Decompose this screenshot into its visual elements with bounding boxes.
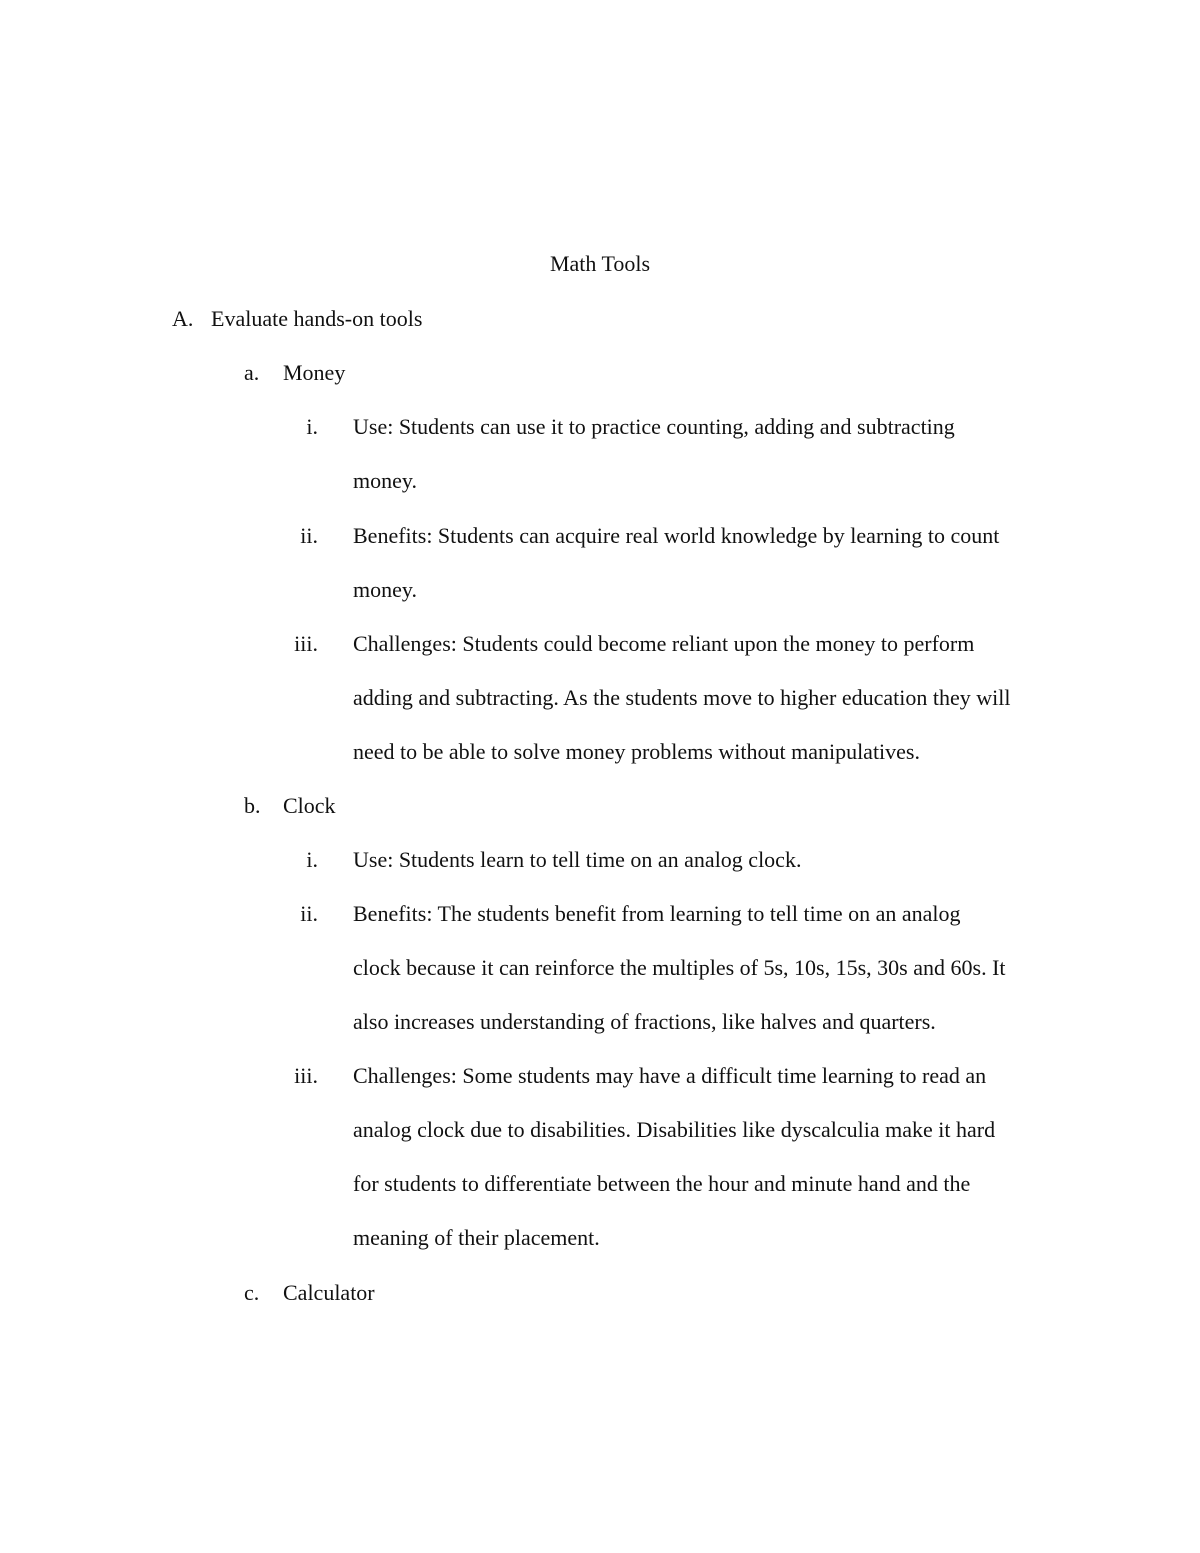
point-marker: i. [306, 847, 318, 872]
subsection-marker: c. [244, 1280, 260, 1305]
subsection-heading-money: Money [283, 360, 346, 385]
page-title: Math Tools [549, 251, 651, 276]
point-marker: iii. [294, 631, 318, 656]
point-line: Use: Students learn to tell time on an analog clock. [353, 847, 802, 872]
subsection-marker: b. [244, 793, 261, 818]
point-line: money. [353, 577, 417, 602]
point-line: money. [353, 468, 417, 493]
point-line: Challenges: Some students may have a difficult time learning to read an [353, 1063, 987, 1088]
subsection-heading-calculator: Calculator [283, 1280, 375, 1305]
subsection-heading-clock: Clock [283, 793, 336, 818]
section-marker: A. [172, 306, 194, 331]
point-line: meaning of their placement. [353, 1225, 600, 1250]
point-line: Challenges: Students could become reliant upon the money to perform [353, 631, 975, 656]
point-line: Benefits: The students benefit from learning to tell time on an analog [353, 901, 961, 926]
point-marker: ii. [300, 523, 318, 548]
point-line: clock because it can reinforce the multiples of 5s, 10s, 15s, 30s and 60s. It [353, 955, 1006, 980]
point-line: Use: Students can use it to practice counting, adding and subtracting [353, 414, 955, 439]
point-line: analog clock due to disabilities. Disabilities like dyscalculia make it hard [353, 1117, 996, 1142]
subsection-marker: a. [244, 360, 260, 385]
point-line: need to be able to solve money problems without manipulatives. [353, 739, 920, 764]
section-heading: Evaluate hands-on tools [211, 306, 423, 331]
point-line: for students to differentiate between the hour and minute hand and the [353, 1171, 971, 1196]
point-line: Benefits: Students can acquire real world knowledge by learning to count [353, 523, 1000, 548]
point-line: also increases understanding of fractions, like halves and quarters. [353, 1009, 936, 1034]
point-marker: iii. [294, 1063, 318, 1088]
point-marker: i. [306, 414, 318, 439]
point-line: adding and subtracting. As the students move to higher education they will [353, 685, 1011, 710]
point-marker: ii. [300, 901, 318, 926]
